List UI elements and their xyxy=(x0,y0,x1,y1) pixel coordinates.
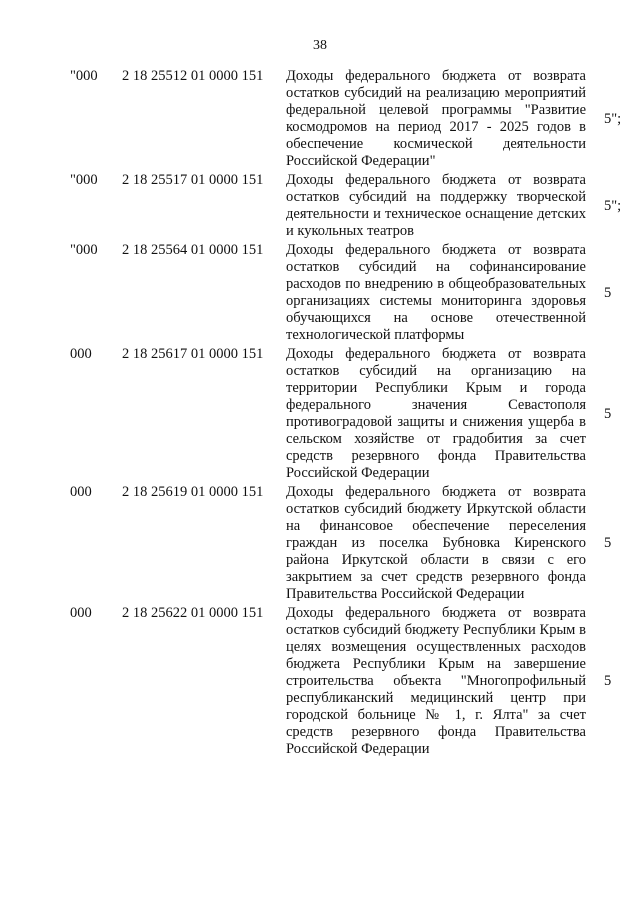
admin-code-cell: "000 xyxy=(70,68,98,84)
value-cell: 5"; xyxy=(604,197,622,214)
value-cell: 5 xyxy=(604,284,612,301)
value-cell: 5 xyxy=(604,405,612,422)
description-cell: Доходы федерального бюджета от возврата остатков субсидий на реализацию мероприятий федеральной целевой программы "Развитие космодромов на период 2017 - 2025 годов в обеспечение космической деятельности Российской Федерации" xyxy=(286,68,586,169)
value-cell: 5 xyxy=(604,535,612,551)
description-cell: Доходы федерального бюджета от возврата остатков субсидий на поддержку творческой деятельности и техническое оснащение детских и кукольных театров xyxy=(286,172,586,239)
page-number: 38 xyxy=(313,38,327,53)
table-row xyxy=(70,172,632,242)
admin-code-cell: 000 xyxy=(70,605,92,621)
table-row xyxy=(70,484,632,605)
value-cell: 5 xyxy=(604,673,612,689)
description-cell: Доходы федерального бюджета от возврата остатков субсидий бюджету Республики Крым в целях возмещения осуществленных расходов бюджета Республики Крым на завершение строительства объекта "Многопрофильный республиканский медицинский центр при городской больнице № 1, г. Ялта" за счет средств резервного фонда Правительства Российской Федерации xyxy=(286,605,586,757)
table-row xyxy=(70,346,632,484)
table-row xyxy=(70,68,632,172)
admin-code-cell: "000 xyxy=(70,242,98,258)
budget-code-cell: 2 18 25517 01 0000 151 xyxy=(122,172,264,188)
admin-code-cell: 000 xyxy=(70,484,92,500)
table-row xyxy=(70,242,632,346)
description-cell: Доходы федерального бюджета от возврата остатков субсидий на организацию на территории Республики Крым и города федерального значения Севастополя противоградовой защиты и снижения ущерба в сельском хозяйстве от градобития за счет средств резервного фонда Правительства Российской Федерации xyxy=(286,346,586,481)
description-cell: Доходы федерального бюджета от возврата остатков субсидий на софинансирование расходов по внедрению в общеобразовательных организациях системы мониторинга здоровья обучающихся на основе отечественной технологической платформы xyxy=(286,242,586,343)
value-cell: 5"; xyxy=(604,110,622,127)
budget-code-cell: 2 18 25622 01 0000 151 xyxy=(122,605,264,621)
budget-code-cell: 2 18 25619 01 0000 151 xyxy=(122,484,264,500)
admin-code-cell: "000 xyxy=(70,172,98,188)
table-row xyxy=(70,605,632,760)
budget-code-cell: 2 18 25512 01 0000 151 xyxy=(122,68,264,84)
description-cell: Доходы федерального бюджета от возврата остатков субсидий бюджету Иркутской области на финансовое обеспечение переселения граждан из поселка Бубновка Киренского района Иркутской области в связи с его закрытием за счет средств резервного фонда Правительства Российской Федерации xyxy=(286,484,586,602)
budget-code-cell: 2 18 25617 01 0000 151 xyxy=(122,346,264,362)
admin-code-cell: 000 xyxy=(70,346,92,362)
revenue-codes-table xyxy=(70,68,632,760)
budget-code-cell: 2 18 25564 01 0000 151 xyxy=(122,242,264,258)
